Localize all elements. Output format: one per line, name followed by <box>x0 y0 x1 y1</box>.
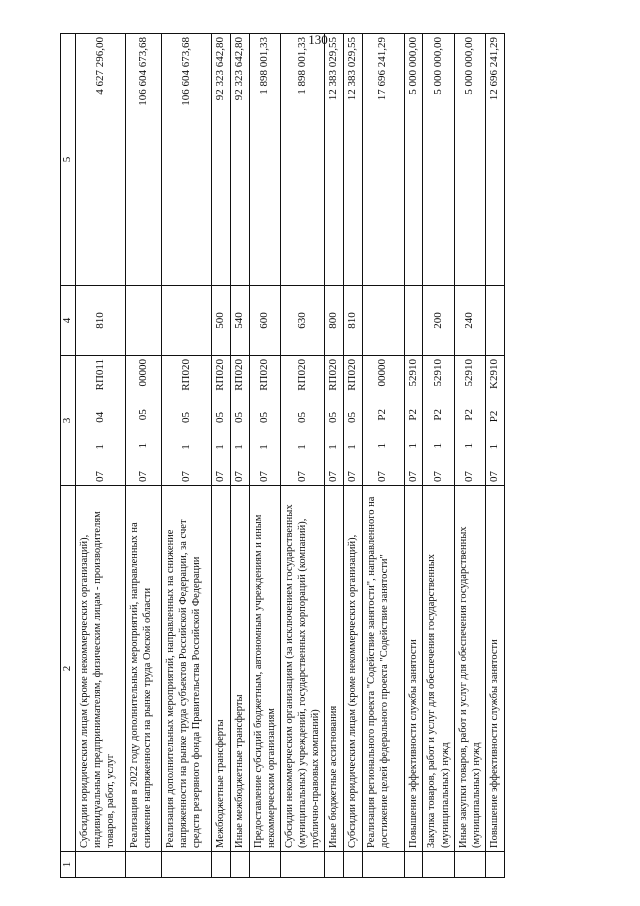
table-row <box>362 34 404 878</box>
code-part: P2 <box>406 408 419 421</box>
code-part: 05 <box>179 412 192 424</box>
row-expense-type <box>362 286 404 356</box>
code-part: P2 <box>487 410 500 423</box>
table-row <box>212 34 231 878</box>
row-amount: 12 696 241,29 <box>485 34 504 286</box>
row-amount: 17 696 241,29 <box>362 34 404 286</box>
header-cell-1: 1 <box>61 852 76 878</box>
code-parts <box>233 359 247 482</box>
code-part: 04 <box>93 411 106 423</box>
code-part: P2 <box>376 408 389 421</box>
table-row <box>325 34 344 878</box>
code-part: RП020 <box>257 359 270 391</box>
table-row <box>404 34 423 878</box>
row-code <box>485 356 504 486</box>
code-part: 1 <box>487 443 500 450</box>
empty-cell <box>76 852 126 878</box>
code-part: 00000 <box>136 359 149 387</box>
code-part: 1 <box>257 444 270 450</box>
row-amount: 5 000 000,00 <box>423 34 454 286</box>
empty-cell <box>162 852 212 878</box>
row-amount: 5 000 000,00 <box>454 34 485 286</box>
row-code <box>280 356 324 486</box>
code-part: 05 <box>257 412 270 424</box>
row-amount: 1 898 001,33 <box>249 34 280 286</box>
code-part: 05 <box>295 412 308 424</box>
row-amount: 1 898 001,33 <box>280 34 324 286</box>
code-part: RП020 <box>327 359 340 391</box>
code-part: 1 <box>232 444 245 450</box>
row-expense-type: 800 <box>325 286 344 356</box>
header-row <box>61 34 76 878</box>
code-parts <box>407 359 421 482</box>
row-expense-type: 540 <box>230 286 249 356</box>
row-expense-type: 810 <box>76 286 126 356</box>
code-part: 1 <box>136 442 149 449</box>
empty-cell <box>126 852 162 878</box>
row-name: Иные бюджетные ассигнования <box>325 486 344 852</box>
code-part: 05 <box>232 412 245 424</box>
rotated-page <box>60 34 582 878</box>
empty-cell <box>423 852 454 878</box>
table-row <box>280 34 324 878</box>
code-part: RП011 <box>93 359 106 391</box>
code-part: 1 <box>406 443 419 449</box>
code-parts <box>376 359 390 482</box>
code-parts <box>296 359 310 482</box>
code-part: 1 <box>376 443 389 449</box>
code-part: 1 <box>327 444 340 450</box>
row-code <box>325 356 344 486</box>
empty-cell <box>362 852 404 878</box>
code-parts <box>463 359 477 482</box>
table-row <box>423 34 454 878</box>
code-part: 07 <box>487 471 500 482</box>
row-expense-type: 200 <box>423 286 454 356</box>
header-cell-5: 5 <box>61 34 76 286</box>
row-name: Субсидии некоммерческим организациям (за исключением государственных (муниципальных) учреждений, государственных корпораций (компаний), публично-правовых компаний) <box>280 486 324 852</box>
empty-cell <box>212 852 231 878</box>
table-row <box>343 34 362 878</box>
code-parts <box>432 359 446 482</box>
row-expense-type <box>485 286 504 356</box>
header-cell-3: 3 <box>61 356 76 486</box>
code-part: 52910 <box>406 359 419 387</box>
code-part: RП020 <box>232 359 245 391</box>
code-part: 07 <box>232 471 245 482</box>
row-expense-type: 240 <box>454 286 485 356</box>
code-part: K2910 <box>487 359 500 389</box>
header-cell-2: 2 <box>61 486 76 852</box>
row-name: Реализация регионального проекта "Содействие занятости", направленного на достижение целей федерального проекта "Содействие занятости" <box>362 486 404 852</box>
code-part: 07 <box>327 471 340 482</box>
row-expense-type: 810 <box>343 286 362 356</box>
row-code <box>162 356 212 486</box>
code-part: 05 <box>136 409 149 421</box>
row-amount: 12 383 029,55 <box>343 34 362 286</box>
code-part: 07 <box>345 471 358 482</box>
code-part: 05 <box>327 412 340 424</box>
empty-cell <box>454 852 485 878</box>
row-amount: 92 323 642,80 <box>230 34 249 286</box>
code-part: 07 <box>93 471 106 482</box>
row-code <box>454 356 485 486</box>
row-name: Иные закупки товаров, работ и услуг для обеспечения государственных (муниципальных) нужд <box>454 486 485 852</box>
row-name: Повышение эффективности службы занятости <box>404 486 423 852</box>
empty-cell <box>280 852 324 878</box>
row-amount: 106 604 673,68 <box>126 34 162 286</box>
code-part: 07 <box>136 471 149 482</box>
empty-cell <box>404 852 423 878</box>
row-code <box>404 356 423 486</box>
row-amount: 5 000 000,00 <box>404 34 423 286</box>
code-part: 07 <box>257 471 270 482</box>
code-part: RП020 <box>345 359 358 391</box>
table-row <box>485 34 504 878</box>
code-parts <box>94 359 108 482</box>
code-part: 52910 <box>431 359 444 387</box>
code-part: 07 <box>431 471 444 482</box>
table-row <box>454 34 485 878</box>
code-part: P2 <box>462 408 475 421</box>
row-expense-type <box>162 286 212 356</box>
row-name: Реализация в 2022 году дополнительных мероприятий, направленных на снижение напряженности на рынке труда Омской области <box>126 486 162 852</box>
row-code <box>423 356 454 486</box>
code-part: 52910 <box>462 359 475 387</box>
table-row <box>162 34 212 878</box>
code-part: 1 <box>431 443 444 449</box>
row-name: Предоставление субсидий бюджетным, автономным учреждениям и иным некоммерческим организациям <box>249 486 280 852</box>
code-part: 1 <box>93 444 106 450</box>
table-row <box>249 34 280 878</box>
row-code <box>343 356 362 486</box>
code-parts <box>346 359 360 482</box>
empty-cell <box>343 852 362 878</box>
row-name: Межбюджетные трансферты <box>212 486 231 852</box>
code-part: 07 <box>295 471 308 482</box>
code-part: 07 <box>406 471 419 482</box>
code-part: 07 <box>214 471 226 482</box>
row-name: Субсидии юридическим лицам (кроме некоммерческих организаций), индивидуальным предпринимателям, физическим лицам - производителям товаров, работ, услуг <box>76 486 126 852</box>
table-row <box>76 34 126 878</box>
row-expense-type <box>404 286 423 356</box>
code-parts <box>180 359 194 482</box>
row-name: Реализация дополнительных мероприятий, направленных на снижение напряженности на рынке труда субъектов Российской Федерации, за счет средств резервного фонда Правительства Российской Федерации <box>162 486 212 852</box>
row-amount: 92 323 642,80 <box>212 34 231 286</box>
code-parts <box>137 359 151 482</box>
code-part: 1 <box>179 444 192 450</box>
code-part: 07 <box>376 471 389 482</box>
row-code <box>249 356 280 486</box>
table-row <box>126 34 162 878</box>
header-cell-4: 4 <box>61 286 76 356</box>
code-part: 1 <box>462 443 475 449</box>
code-part: 07 <box>179 471 192 482</box>
empty-cell <box>485 852 504 878</box>
table-row <box>230 34 249 878</box>
row-name: Субсидии юридическим лицам (кроме некоммерческих организаций), <box>343 486 362 852</box>
row-expense-type <box>126 286 162 356</box>
row-name: Повышение эффективности службы занятости <box>485 486 504 852</box>
code-part: P2 <box>431 408 444 421</box>
row-expense-type: 630 <box>280 286 324 356</box>
code-part: RП020 <box>214 359 226 391</box>
row-code <box>212 356 231 486</box>
code-part: 05 <box>345 412 358 424</box>
row-amount: 106 604 673,68 <box>162 34 212 286</box>
row-amount: 4 627 296,00 <box>76 34 126 286</box>
code-part: 1 <box>295 444 308 450</box>
row-code <box>230 356 249 486</box>
row-amount: 12 383 029,55 <box>325 34 344 286</box>
row-name: Иные межбюджетные трансферты <box>230 486 249 852</box>
empty-cell <box>325 852 344 878</box>
budget-table <box>60 33 505 878</box>
row-code <box>126 356 162 486</box>
row-code <box>362 356 404 486</box>
code-part: 05 <box>214 412 226 424</box>
page-number: 130 <box>308 32 328 47</box>
code-parts <box>258 359 272 482</box>
code-parts <box>327 359 341 482</box>
row-name: Закупка товаров, работ и услуг для обеспечения государственных (муниципальных) нужд <box>423 486 454 852</box>
code-part: 1 <box>214 444 226 450</box>
row-code <box>76 356 126 486</box>
row-expense-type: 500 <box>212 286 231 356</box>
empty-cell <box>249 852 280 878</box>
code-part: RП020 <box>179 359 192 391</box>
code-parts <box>214 359 228 482</box>
code-part: 1 <box>345 444 358 450</box>
empty-cell <box>230 852 249 878</box>
code-part: 07 <box>462 471 475 482</box>
row-expense-type: 600 <box>249 286 280 356</box>
code-part: 00000 <box>376 359 389 387</box>
code-part: RП020 <box>295 359 308 391</box>
budget-table-body <box>61 34 505 878</box>
code-parts <box>488 359 502 482</box>
